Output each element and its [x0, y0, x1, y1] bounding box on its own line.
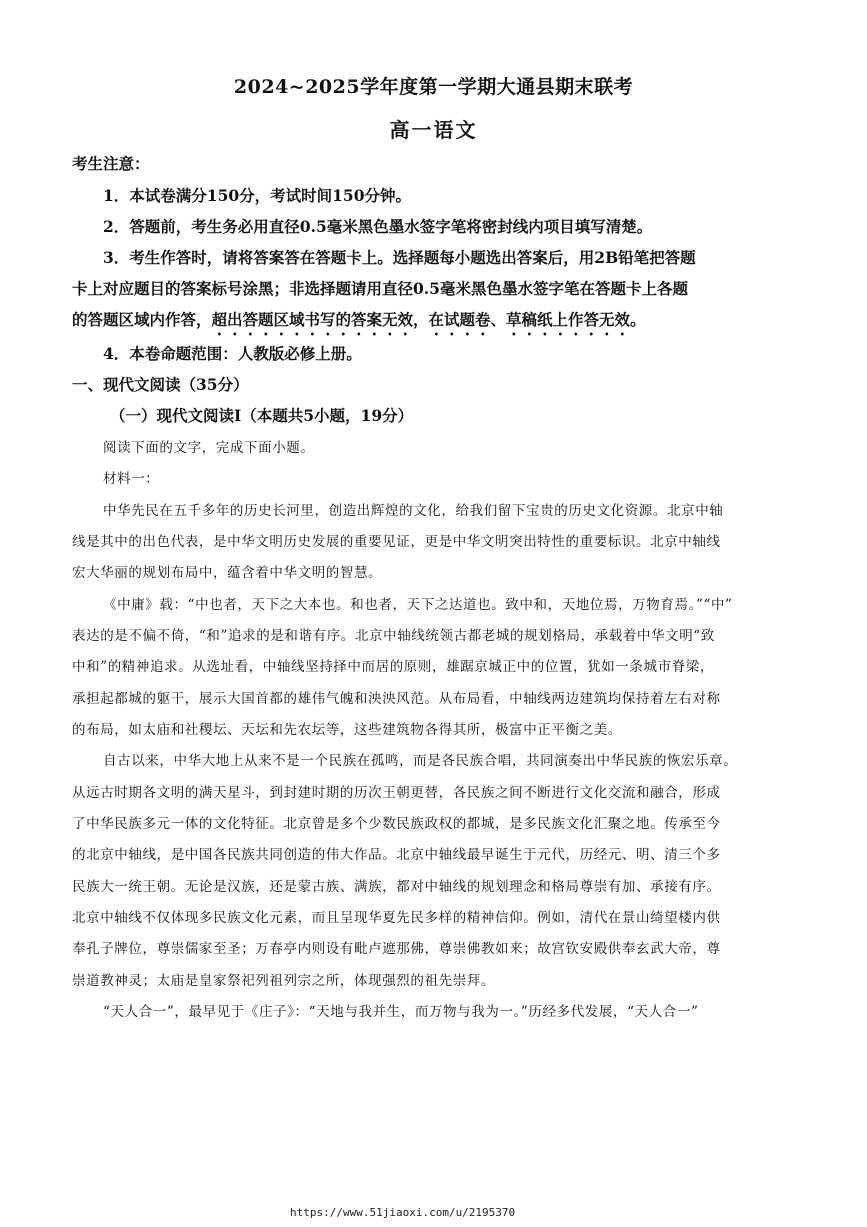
- notice-heading: 考生注意：: [72, 154, 150, 173]
- passage-line: 的北京中轴线，是中国各民族共同创造的伟大作品。北京中轴线最早诞生于元代，历经元、明、清三个多: [72, 847, 721, 863]
- passage-line: 北京中轴线不仅体现多民族文化元素，而且呈现华夏先民多样的精神信仰。例如，清代在景山绮望楼内供: [72, 910, 721, 926]
- notice-text: 。: [630, 310, 646, 329]
- notice-item-3-line-1: 3．考生作答时，请将答案答在答题卡上。选择题每小题选出答案后，用2B铅笔把答题: [103, 248, 696, 267]
- passage-line: 中华先民在五千多年的历史长河里，创造出辉煌的文化，给我们留下宝贵的历史文化资源。北京中轴: [103, 503, 724, 519]
- emphasized-text: 超出答题区域书写的答案无效: [211, 310, 414, 329]
- passage-line: 奉孔子牌位，尊崇儒家至圣；万春亭内则设有毗卢遮那佛，尊崇佛教如来；故宫钦安殿供奉玄武大帝，尊: [72, 941, 721, 957]
- passage-line: 《中庸》载：“中也者，天下之大本也。和也者，天下之达道也。致中和，天地位焉，万物育焉。”“中”: [103, 597, 733, 613]
- notice-item-2: 2．答题前，考生务必用直径0.5毫米黑色墨水签字笔将密封线内项目填写清楚。: [103, 217, 653, 236]
- passage-line: 中和”的精神追求。从选址看，中轴线坚持择中而居的原则，雄踞京城正中的位置，犹如一条城市脊梁，: [72, 659, 714, 675]
- footer-watermark-url[interactable]: https://www.51jiaoxi.com/u/2195370: [290, 1206, 516, 1219]
- material-label: 材料一：: [103, 471, 160, 487]
- passage-line: 了中华民族多元一体的文化特征。北京曾是多个少数民族政权的都城，是多民族文化汇聚之地。传承至今: [72, 816, 721, 832]
- passage-line: 的布局，如太庙和社稷坛、天坛和先农坛等，这些建筑物各得其所，极富中正平衡之美。: [72, 722, 622, 738]
- passage-line: 自古以来，中华大地上从来不是一个民族在孤鸣，而是各民族合唱，共同演奏出中华民族的恢宏乐章。: [103, 753, 738, 769]
- notice-item-4: 4．本卷命题范围：人教版必修上册。: [103, 344, 362, 363]
- passage-line: 宏大华丽的规划布局中，蕴含着中华文明的智慧。: [72, 565, 383, 581]
- passage-line: “天人合一”，最早见于《庄子》：“天地与我并生，而万物与我为一。”历经多代发展，“天人合一”: [103, 1004, 699, 1020]
- passage-line: 表达的是不偏不倚，“和”追求的是和谐有序。北京中轴线统领古都老城的规划格局，承载着中华文明“致: [72, 628, 715, 644]
- passage-line: 崇道教神灵；太庙是皇家祭祀列祖列宗之所，体现强烈的祖先崇拜。: [72, 973, 495, 989]
- notice-item-3-line-2: 卡上对应题目的答案标号涂黑；非选择题请用直径0.5毫米黑色墨水签字笔在答题卡上各题: [72, 279, 688, 298]
- subsection-heading: （一）现代文阅读Ⅰ（本题共5小题，19分）: [110, 406, 414, 425]
- passage-line: 线是其中的出色代表，是中华文明历史发展的重要见证，更是中华文明突出特性的重要标识。北京中轴线: [72, 534, 721, 550]
- exam-title: 2024~2025学年度第一学期大通县期末联考: [233, 76, 634, 98]
- exam-subject: 高一语文: [389, 118, 478, 142]
- instruction-text: 阅读下面的文字，完成下面小题。: [103, 440, 315, 456]
- passage-line: 承担起都城的躯干，展示大国首都的雄伟气魄和泱泱风范。从布局看，中轴线两边建筑均保持着左右对称: [72, 691, 721, 707]
- passage-line: 从远古时期各文明的满天星斗，到封建时期的历次王朝更替，各民族之间不断进行文化交流和融合，形成: [72, 785, 721, 801]
- passage-line: 民族大一统王朝。无论是汉族，还是蒙古族、满族，都对中轴线的规划理念和格局尊崇有加、承接有序。: [72, 879, 721, 895]
- notice-text: ，: [413, 310, 429, 329]
- notice-item-1: 1．本试卷满分150分，考试时间150分钟。: [103, 186, 411, 205]
- notice-item-3-line-3: [72, 308, 796, 339]
- emphasized-text: 在试题卷、草稿纸上作答无效: [428, 310, 631, 329]
- section-heading: 一、现代文阅读（35分）: [72, 375, 249, 394]
- notice-text: 的答题区域内作答，: [72, 310, 212, 329]
